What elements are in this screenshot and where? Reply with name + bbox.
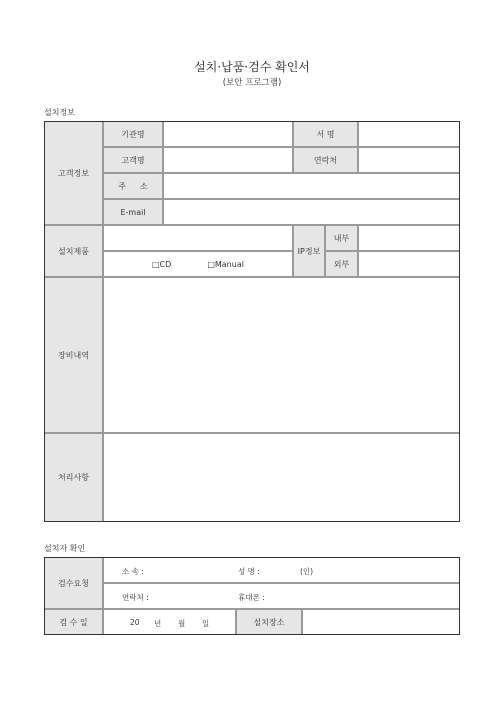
inspect-date-label: 검 수 일 xyxy=(44,609,103,635)
email-label: E-mail xyxy=(103,199,163,225)
processing-field[interactable] xyxy=(103,433,460,522)
document-title: 설치·납품·검수 확인서 xyxy=(194,60,310,74)
ip-external-label: 외부 xyxy=(325,251,358,277)
institution-label: 기관명 xyxy=(103,121,163,147)
signature-label: 서 명 xyxy=(293,121,358,147)
address-label-b: 소 xyxy=(140,181,148,191)
installer-section-label: 설치자 확인 xyxy=(44,544,86,553)
email-field[interactable] xyxy=(163,199,460,225)
product-field[interactable] xyxy=(103,225,293,251)
inspect-date-field[interactable] xyxy=(103,609,236,635)
equipment-field[interactable] xyxy=(103,277,460,433)
name-label: 성 명 : xyxy=(238,567,260,576)
equipment-label: 장비내역 xyxy=(44,277,103,433)
cd-checkbox[interactable]: □CD xyxy=(152,259,172,269)
ip-external-field[interactable] xyxy=(358,251,460,277)
address-field[interactable] xyxy=(163,173,460,199)
month-label: 월 xyxy=(178,619,186,628)
day-label: 일 xyxy=(202,619,210,628)
mobile-label: 휴대폰 : xyxy=(238,593,265,602)
ip-info-label: IP정보 xyxy=(293,225,325,277)
document-subtitle: (보안 프로그램) xyxy=(222,78,282,88)
affiliation-row[interactable] xyxy=(103,557,460,583)
customer-info-label: 고객정보 xyxy=(44,121,103,225)
contact-field[interactable] xyxy=(358,147,460,173)
location-label: 설치장소 xyxy=(236,609,302,635)
year-prefix: 20 xyxy=(130,618,140,627)
address-label xyxy=(103,173,163,199)
customer-name-field[interactable] xyxy=(163,147,293,173)
address-label-a: 주 xyxy=(118,181,126,191)
ip-internal-field[interactable] xyxy=(358,225,460,251)
signature-field[interactable] xyxy=(358,121,460,147)
media-options-row xyxy=(103,251,293,277)
installer-contact-label: 연락처 : xyxy=(122,593,149,602)
inspector-label: 검수요청 xyxy=(44,557,103,609)
processing-label: 처리사항 xyxy=(44,433,103,522)
seal-label: (인) xyxy=(300,567,314,576)
affiliation-label: 소 속 : xyxy=(122,567,144,576)
manual-checkbox[interactable]: □Manual xyxy=(207,259,244,269)
ip-internal-label: 내부 xyxy=(325,225,358,251)
institution-field[interactable] xyxy=(163,121,293,147)
year-label: 년 xyxy=(154,619,162,628)
install-info-section-label: 설치정보 xyxy=(44,108,75,117)
contact-label: 연락처 xyxy=(293,147,358,173)
location-field[interactable] xyxy=(302,609,460,635)
customer-name-label: 고객명 xyxy=(103,147,163,173)
product-label: 설치제품 xyxy=(44,225,103,277)
contact-row[interactable] xyxy=(103,583,460,609)
